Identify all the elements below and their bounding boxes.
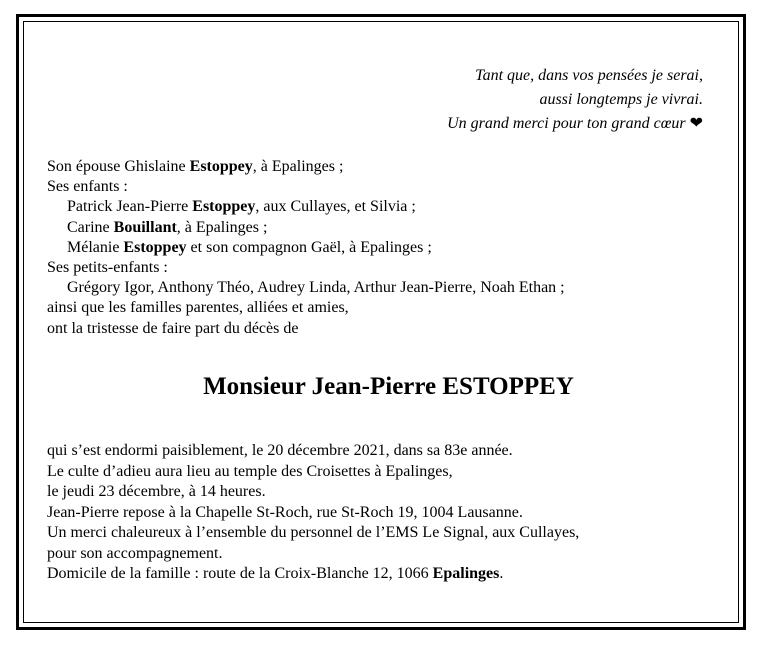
relatives-line: ainsi que les familles parentes, alliées et amies,	[47, 299, 349, 317]
detail-line: le jeudi 23 décembre, à 14 heures.	[47, 483, 266, 500]
detail-line: Un merci chaleureux à l’ensemble du personnel de l’EMS Le Signal, aux Cullayes,	[47, 524, 580, 541]
spouse-line: Son épouse Ghislaine Estoppey, à Epalinges ;	[47, 158, 344, 175]
child-line: Carine Bouillant, à Epalinges ;	[67, 218, 268, 236]
details-block	[47, 441, 579, 585]
child-line: Patrick Jean-Pierre Estoppey, aux Cullayes, et Silvia ;	[67, 198, 416, 216]
grandchildren-line: Grégory Igor, Anthony Théo, Audrey Linda, Arthur Jean-Pierre, Noah Ethan ;	[67, 279, 565, 297]
quote-line: Tant que, dans vos pensées je serai,	[475, 67, 703, 84]
children-label: Ses enfants :	[47, 178, 128, 196]
deceased-name: Monsieur Jean-Pierre ESTOPPEY	[203, 373, 574, 400]
detail-line: Jean-Pierre repose à la Chapelle St-Roch, rue St-Roch 19, 1004 Lausanne.	[47, 503, 523, 521]
announcement-line: ont la tristesse de faire part du décès de	[47, 319, 299, 337]
quote-line: aussi longtemps je vivrai.	[539, 91, 703, 108]
heart-icon: ❤	[689, 115, 703, 132]
detail-line: qui s’est endormi paisiblement, le 20 décembre 2021, dans sa 83e année.	[47, 442, 513, 459]
detail-line: Le culte d’adieu aura lieu au temple des Croisettes à Epalinges,	[47, 462, 453, 480]
quote-line	[447, 112, 703, 136]
child-line: Mélanie Estoppey et son compagnon Gaël, à Epalinges ;	[67, 238, 432, 256]
quote-line-text: Un grand merci pour ton grand cœur	[447, 115, 686, 132]
domicile-line: Domicile de la famille : route de la Croix-Blanche 12, 1066 Epalinges.	[47, 565, 504, 582]
grandchildren-label: Ses petits-enfants :	[47, 259, 168, 277]
detail-line: pour son accompagnement.	[47, 544, 223, 562]
family-list	[47, 157, 565, 339]
epitaph-quote	[447, 64, 703, 136]
